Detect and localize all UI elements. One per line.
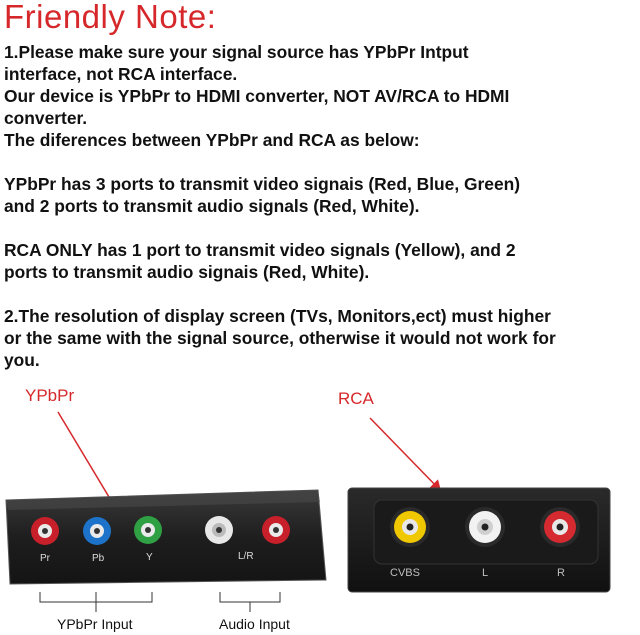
rca-arrow xyxy=(370,418,440,490)
note-line: and 2 ports to transmit audio signals (Red, White). xyxy=(4,196,420,216)
note-line: The diferences between YPbPr and RCA as below: xyxy=(4,130,420,150)
note-line: 2.The resolution of display screen (TVs, Monitors,ect) must higher xyxy=(4,306,551,326)
ypbpr-label: YPbPr xyxy=(25,386,75,405)
note-line: YPbPr has 3 ports to transmit video signais (Red, Blue, Green) xyxy=(4,174,521,194)
rca-label: RCA xyxy=(338,389,374,408)
audio-input-caption: Audio Input xyxy=(219,616,290,632)
rca-device xyxy=(348,488,610,592)
note-line: 1.Please make sure your signal source has YPbPr Intput xyxy=(4,42,469,62)
port-label-pb: Pb xyxy=(92,553,105,564)
note-line: converter. xyxy=(4,108,88,128)
note-line: or the same with the signal source, otherwise it would not work for xyxy=(4,328,556,348)
port-label-r: R xyxy=(557,567,565,579)
port-label-cvbs: CVBS xyxy=(390,567,420,579)
note-line: you. xyxy=(4,350,40,370)
note-line: Our device is YPbPr to HDMI converter, NOT AV/RCA to HDMI xyxy=(4,86,510,106)
ypbpr-input-caption: YPbPr Input xyxy=(57,616,133,632)
port-label-pr: Pr xyxy=(40,553,50,564)
ypbpr-device xyxy=(6,490,326,584)
note-line: ports to transmit audio signais (Red, White). xyxy=(4,262,370,282)
input-brackets xyxy=(40,592,280,612)
note-line: RCA ONLY has 1 port to transmit video signals (Yellow), and 2 xyxy=(4,240,516,260)
page-title: Friendly Note: xyxy=(4,0,217,35)
port-label-y: Y xyxy=(146,552,153,563)
port-label-l: L xyxy=(482,567,489,579)
port-label-lr: L/R xyxy=(238,551,254,562)
note-line: interface, not RCA interface. xyxy=(4,64,238,84)
